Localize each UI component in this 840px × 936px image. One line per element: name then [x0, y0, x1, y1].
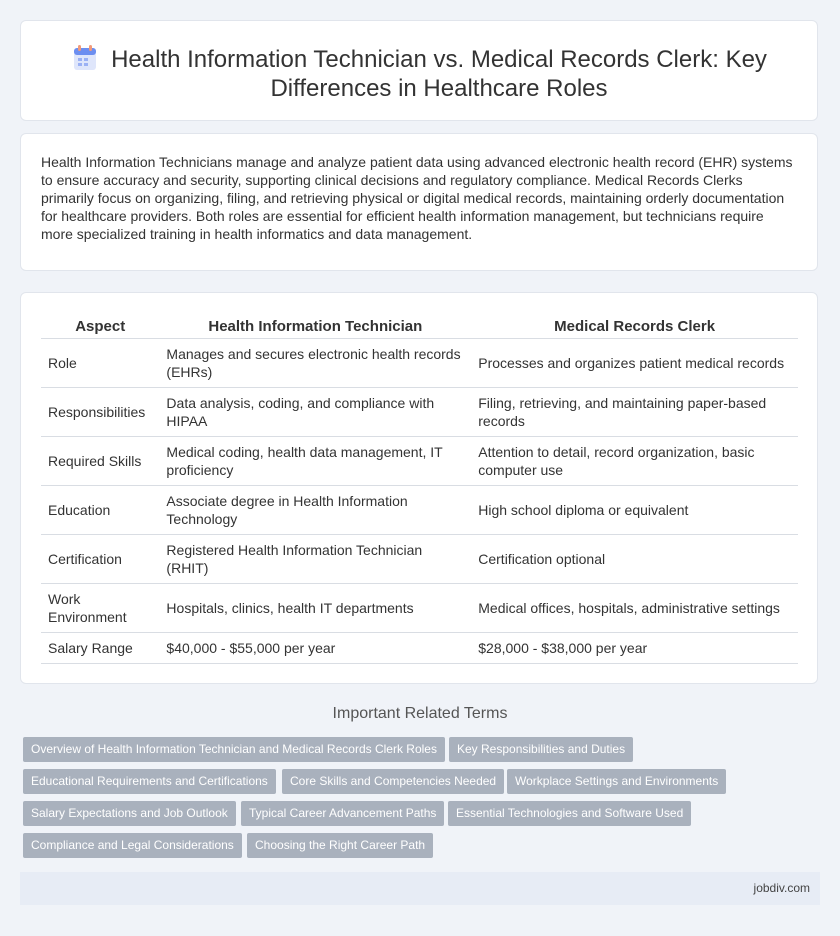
cell-technician: Associate degree in Health Information Technology — [159, 486, 471, 535]
intro-card — [20, 133, 818, 271]
cell-clerk: Medical offices, hospitals, administrative settings — [471, 584, 798, 633]
related-term-tag[interactable]: Compliance and Legal Considerations — [23, 833, 242, 858]
page-title: Health Information Technician vs. Medical Records Clerk: Key Differences in Healthcare Roles — [111, 46, 767, 102]
cell-aspect: Required Skills — [41, 437, 159, 486]
related-term-tag[interactable]: Essential Technologies and Software Used — [448, 801, 691, 826]
table-row — [41, 388, 798, 437]
header-medical-records-clerk: Medical Records Clerk — [471, 317, 798, 339]
cell-aspect: Certification — [41, 535, 159, 584]
related-term-tag[interactable]: Overview of Health Information Technician and Medical Records Clerk Roles — [23, 737, 445, 762]
table-row — [41, 486, 798, 535]
cell-aspect: Work Environment — [41, 584, 159, 633]
cell-aspect: Salary Range — [41, 633, 159, 664]
comparison-card — [20, 292, 818, 684]
table-row — [41, 584, 798, 633]
related-term-tag[interactable]: Educational Requirements and Certifications — [23, 769, 276, 794]
table-header-row — [41, 317, 798, 339]
related-term-tag[interactable]: Workplace Settings and Environments — [507, 769, 726, 794]
footer-site-link[interactable]: jobdiv.com — [753, 881, 810, 895]
intro-paragraph: Health Information Technicians manage and analyze patient data using advanced electronic health record (EHR) systems to ensure accuracy and security, supporting clinical decisions and regulatory compliance. Medical Records Clerks primarily focus on organizing, filing, and retrieving physical or digital medical records, maintaining orderly documentation for healthcare providers. Both roles are essential for efficient health information management, but technicians require more specialized training in health informatics and data management. — [41, 154, 793, 242]
cell-clerk: Attention to detail, record organization, basic computer use — [471, 437, 798, 486]
related-term-tag[interactable]: Key Responsibilities and Duties — [449, 737, 633, 762]
header-aspect: Aspect — [41, 317, 159, 339]
cell-technician: Hospitals, clinics, health IT departments — [159, 584, 471, 633]
cell-technician: $40,000 - $55,000 per year — [159, 633, 471, 664]
related-term-tag[interactable]: Typical Career Advancement Paths — [241, 801, 444, 826]
cell-technician: Data analysis, coding, and compliance with HIPAA — [159, 388, 471, 437]
table-row — [41, 437, 798, 486]
cell-clerk: $28,000 - $38,000 per year — [471, 633, 798, 664]
header-health-information-technician: Health Information Technician — [159, 317, 471, 339]
footer — [20, 872, 820, 905]
cell-aspect: Role — [41, 339, 159, 388]
table-row — [41, 633, 798, 664]
cell-clerk: Certification optional — [471, 535, 798, 584]
cell-aspect: Education — [41, 486, 159, 535]
cell-clerk: Filing, retrieving, and maintaining paper-based records — [471, 388, 798, 437]
cell-clerk: Processes and organizes patient medical records — [471, 339, 798, 388]
cell-technician: Manages and secures electronic health records (EHRs) — [159, 339, 471, 388]
table-row — [41, 339, 798, 388]
related-term-tag[interactable]: Choosing the Right Career Path — [247, 833, 433, 858]
cell-technician: Registered Health Information Technician (RHIT) — [159, 535, 471, 584]
title-card — [20, 20, 818, 121]
table-row — [41, 535, 798, 584]
related-terms-heading: Important Related Terms — [332, 705, 508, 722]
related-term-tag[interactable]: Salary Expectations and Job Outlook — [23, 801, 236, 826]
cell-aspect: Responsibilities — [41, 388, 159, 437]
cell-clerk: High school diploma or equivalent — [471, 486, 798, 535]
related-term-tag[interactable]: Core Skills and Competencies Needed — [282, 769, 504, 794]
cell-technician: Medical coding, health data management, IT proficiency — [159, 437, 471, 486]
comparison-table — [41, 317, 798, 664]
